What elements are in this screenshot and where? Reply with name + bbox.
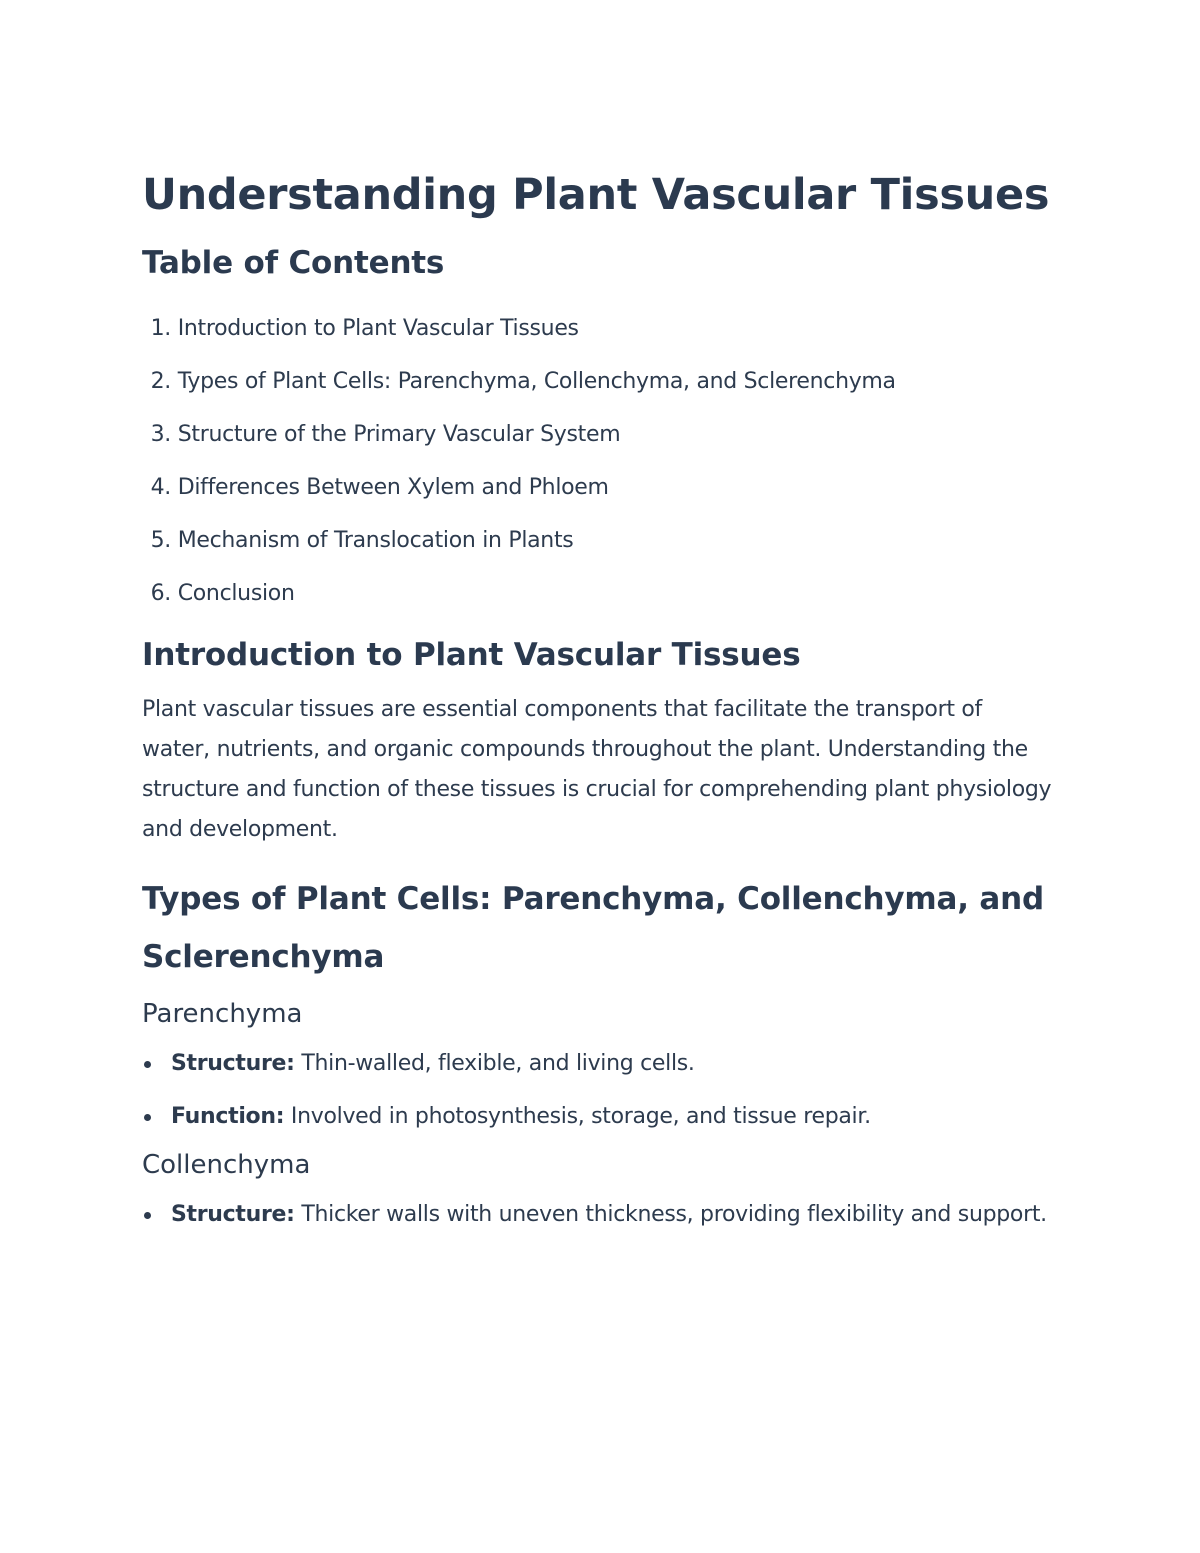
- toc-item-number: 1.: [150, 316, 171, 341]
- toc-item-number: 4.: [150, 475, 171, 500]
- toc-item-number: 5.: [150, 528, 171, 553]
- toc-item: [142, 408, 1052, 461]
- toc-heading: Table of Contents: [142, 245, 445, 281]
- bullet-icon: [144, 1212, 151, 1219]
- toc-item-label: Conclusion: [177, 581, 295, 606]
- toc-item-label: Differences Between Xylem and Phloem: [177, 475, 609, 500]
- intro-paragraph: Plant vascular tissues are essential components that facilitate the transport of water, nutrients, and organic compounds throughout the plant. Understanding the structure and function of these tissues is crucial for comprehending plant physiology and development.: [142, 697, 1052, 842]
- structure-label: Structure:: [171, 1051, 295, 1076]
- toc-item-label: Types of Plant Cells: Parenchyma, Collenchyma, and Sclerenchyma: [177, 369, 896, 394]
- table-of-contents: [142, 302, 1052, 620]
- toc-item: [142, 567, 1052, 620]
- document-page: [142, 160, 1052, 1235]
- toc-item: [142, 355, 1052, 408]
- toc-item-label: Mechanism of Translocation in Plants: [177, 528, 574, 553]
- bullet-icon: [144, 1114, 151, 1121]
- bullet-icon: [144, 1061, 151, 1068]
- structure-text: Thicker walls with uneven thickness, providing flexibility and support.: [294, 1202, 1047, 1227]
- structure-text: Thin-walled, flexible, and living cells.: [294, 1051, 695, 1076]
- intro-heading: Introduction to Plant Vascular Tissues: [142, 637, 801, 673]
- list-item: [142, 1195, 1052, 1235]
- collenchyma-heading: Collenchyma: [142, 1150, 311, 1180]
- list-item: [142, 1097, 1052, 1137]
- toc-item-number: 2.: [150, 369, 171, 394]
- parenchyma-list: [142, 1044, 1052, 1137]
- collenchyma-list: [142, 1195, 1052, 1235]
- function-label: Function:: [171, 1104, 285, 1129]
- toc-item: [142, 461, 1052, 514]
- parenchyma-heading: Parenchyma: [142, 999, 303, 1029]
- toc-item-label: Structure of the Primary Vascular System: [177, 422, 621, 447]
- toc-item-label: Introduction to Plant Vascular Tissues: [177, 316, 579, 341]
- list-item: [142, 1044, 1052, 1084]
- toc-item: [142, 302, 1052, 355]
- toc-item-number: 6.: [150, 581, 171, 606]
- toc-item-number: 3.: [150, 422, 171, 447]
- document-title: Understanding Plant Vascular Tissues: [142, 170, 1050, 220]
- structure-label: Structure:: [171, 1202, 295, 1227]
- function-text: Involved in photosynthesis, storage, and tissue repair.: [284, 1104, 871, 1129]
- cell-types-heading: Types of Plant Cells: Parenchyma, Collenchyma, and Sclerenchyma: [142, 881, 1044, 975]
- toc-item: [142, 514, 1052, 567]
